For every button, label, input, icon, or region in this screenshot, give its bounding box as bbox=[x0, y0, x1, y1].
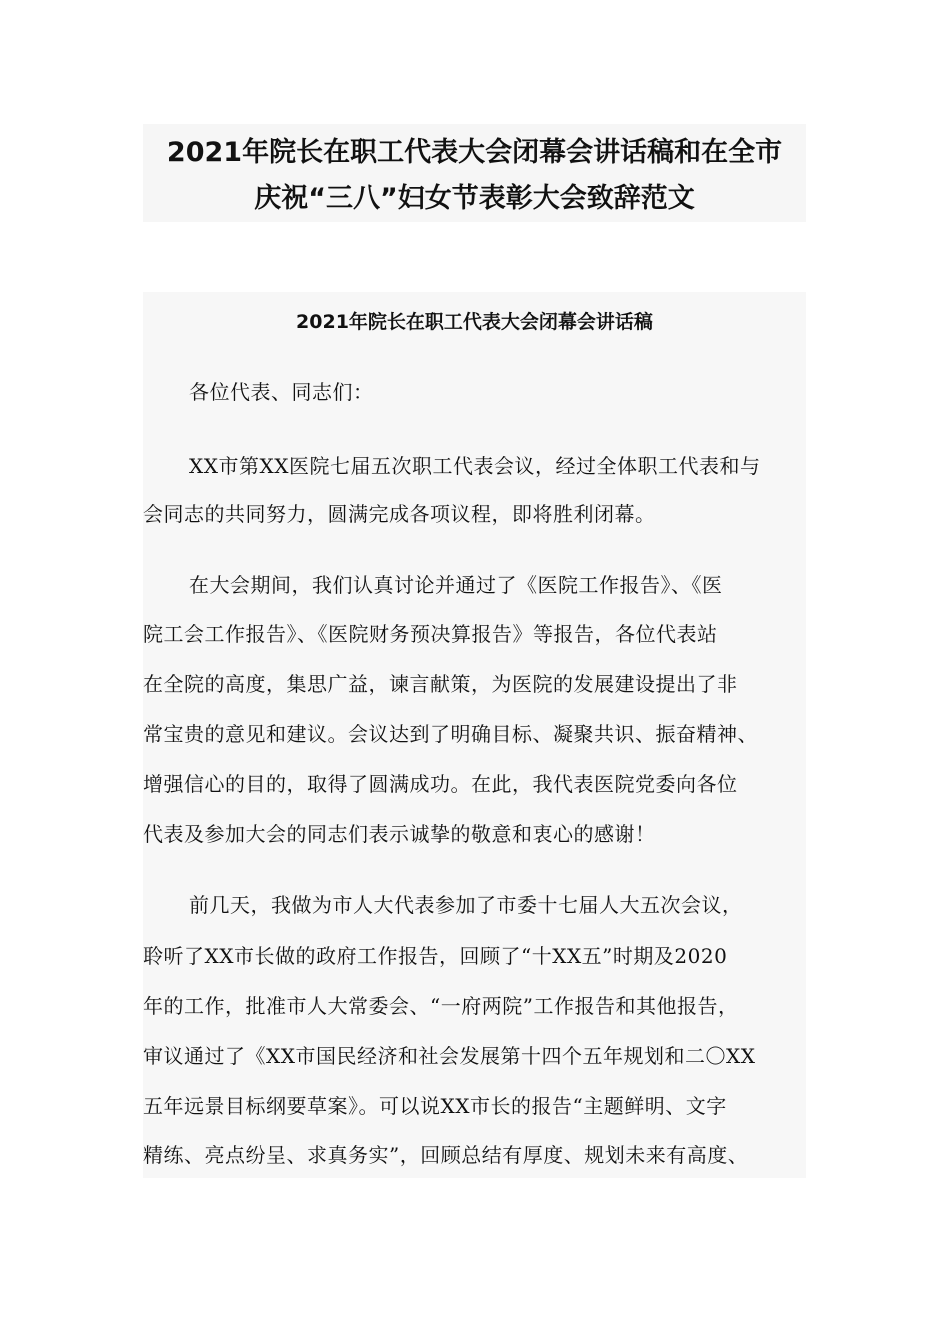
paragraph-line: XX市第XX医院七届五次职工代表会议，经过全体职工代表和与 bbox=[189, 454, 761, 478]
paragraph-line: 会同志的共同努力，圆满完成各项议程，即将胜利闭幕。 bbox=[143, 502, 656, 526]
paragraph-line: 五年远景目标纲要草案》。可以说XX市长的报告“主题鲜明、文字 bbox=[143, 1094, 727, 1118]
paragraph-line: 年的工作，批准市人大常委会、“一府两院”工作报告和其他报告， bbox=[143, 994, 739, 1018]
paragraph-line: 代表及参加大会的同志们表示诚挚的敬意和衷心的感谢！ bbox=[143, 822, 656, 846]
document-title bbox=[143, 124, 806, 222]
paragraph-line: 院工会工作报告》、《医院财务预决算报告》等报告，各位代表站 bbox=[143, 622, 718, 646]
title-line-2: 庆祝“三八”妇女节表彰大会致辞范文 bbox=[254, 183, 695, 214]
paragraph-line: 前几天，我做为市人大代表参加了市委十七届人大五次会议， bbox=[189, 893, 743, 917]
paragraph-line: 在全院的高度，集思广益，谏言献策，为医院的发展建设提出了非 bbox=[143, 672, 738, 696]
paragraph-line: 精练、亮点纷呈、求真务实”，回顾总结有厚度、规划未来有高度、 bbox=[143, 1143, 749, 1167]
title-line-1: 2021年院长在职工代表大会闭幕会讲话稿和在全市 bbox=[166, 137, 783, 168]
section-heading: 2021年院长在职工代表大会闭幕会讲话稿 bbox=[296, 311, 653, 333]
paragraph-line: 聆听了XX市长做的政府工作报告，回顾了“十XX五”时期及2020 bbox=[143, 944, 728, 968]
paragraph-line: 常宝贵的意见和建议。会议达到了明确目标、凝聚共识、振奋精神、 bbox=[143, 722, 758, 746]
paragraph-line: 增强信心的目的，取得了圆满成功。在此，我代表医院党委向各位 bbox=[143, 772, 738, 796]
document-body bbox=[143, 292, 806, 1178]
paragraph-line: 在大会期间，我们认真讨论并通过了《医院工作报告》、《医 bbox=[189, 573, 723, 597]
paragraph-line: 审议通过了《XX市国民经济和社会发展第十四个五年规划和二〇XX bbox=[143, 1044, 756, 1068]
salutation: 各位代表、同志们： bbox=[189, 380, 374, 404]
